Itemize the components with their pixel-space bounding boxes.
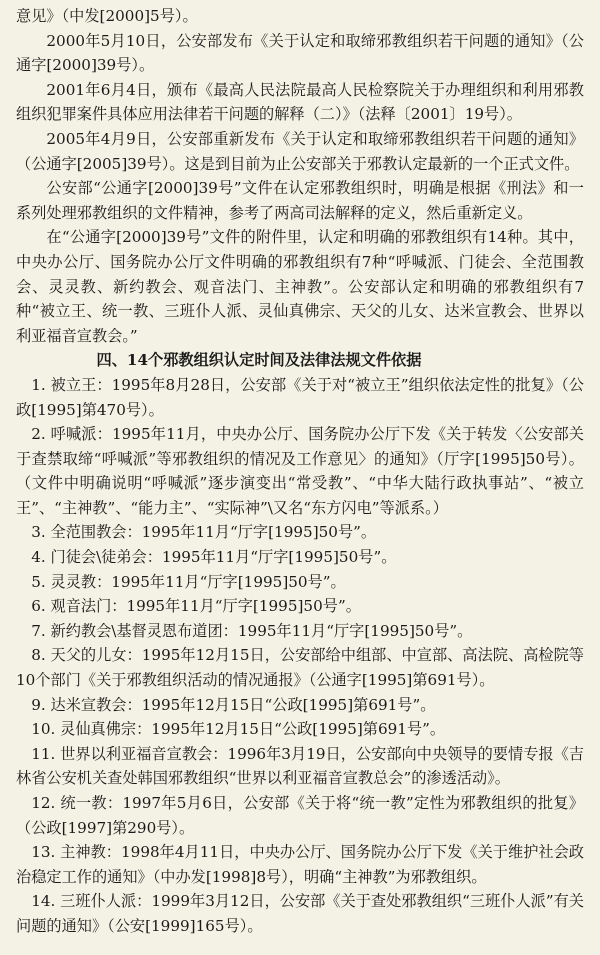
list-item: 9. 达米宣教会：1995年12月15日“公政[1995]第691号”。 [31, 695, 436, 714]
list-item: 8. 天父的儿女：1995年12月15日，公安部给中组部、中宣部、高法院、高检院等10个部门《关于邪教组织活动的情况通报》（公通字[1995]第691号）。 [16, 646, 584, 690]
paragraph: 2000年5月10日，公安部发布《关于认定和取缔邪教组织若干问题的通知》（公通字[2000]39号）。 [16, 31, 584, 75]
paragraph: 2001年6月4日，颁布《最高人民法院最高人民检察院关于办理组织和利用邪教组织犯罪案件具体应用法律若干问题的解释（二）》（法释〔2001〕19号）。 [16, 80, 584, 124]
list-item: 4. 门徒会\徒弟会：1995年11月“厅字[1995]50号”。 [31, 548, 397, 567]
list-item: 12. 统一教：1997年5月6日，公安部《关于将“统一教”定性为邪教组织的批复》（公政[1997]第290号）。 [16, 794, 584, 837]
list-item: 3. 全范围教会：1995年11月“厅字[1995]50号”。 [31, 523, 377, 542]
list-item: 7. 新约教会\基督灵恩布道团：1995年11月“厅字[1995]50号”。 [31, 621, 473, 640]
paragraph: 在“公通字[2000]39号”文件的附件里，认定和明确的邪教组织有14种。其中，中央办公厅、国务院办公厅文件明确的邪教组织有7种“呼喊派、门徒会、全范围教会、灵灵教、新约教会、观音法门、主神教”。公安部认定和明确的邪教组织有7种“被立王、统一教、三班仆人派、灵仙真佛宗、天父的儿女、达米宣教会、世界以利亚福音宣教会。” [16, 228, 584, 345]
list-item: 10. 灵仙真佛宗：1995年12月15日“公政[1995]第691号”。 [31, 720, 446, 739]
list-item: 1. 被立王：1995年8月28日，公安部《关于对“被立王”组织依法定性的批复》（公政[1995]第470号）。 [16, 375, 584, 419]
list-item: 13. 主神教：1998年4月11日，中央办公厅、国务院办公厅下发《关于维护社会政治稳定工作的通知》（中办发[1998]8号），明确“主神教”为邪教组织。 [16, 843, 584, 886]
paragraph: 公安部“公通字[2000]39号”文件在认定邪教组织时，明确是根据《刑法》和一系列处理邪教组织的文件精神，参考了两高司法解释的定义，然后重新定义。 [16, 179, 584, 222]
paragraph: 2005年4月9日，公安部重新发布《关于认定和取缔邪教组织若干问题的通知》（公通字[2005]39号）。这是到目前为止公安部关于邪教认定最新的一个正式文件。 [16, 129, 584, 173]
list-item: 5. 灵灵教：1995年11月“厅字[1995]50号”。 [31, 572, 346, 591]
list-item: 2. 呼喊派：1995年11月，中央办公厅、国务院办公厅下发《关于转发〈公安部关于查禁取缔“呼喊派”等邪教组织的情况及工作意见〉的通知》（厅字[1995]50号）。（文件中明确说明“呼喊派”逐步演变出“常受教”、“中华大陆行政执事站”、“被立王”、“主神教”、“能力主”、“实际神”\又名“东方闪电”等派系。） [16, 425, 584, 517]
list-item: 6. 观音法门：1995年11月“厅字[1995]50号”。 [31, 597, 361, 616]
section-heading: 四、14个邪教组织认定时间及法律法规文件依据 [96, 351, 422, 370]
list-item: 11. 世界以利亚福音宣教会：1996年3月19日，公安部向中央领导的要情专报《吉林省公安机关查处韩国邪教组织“世界以利亚福音宣教总会”的渗透活动》。 [16, 744, 584, 788]
paragraph: 意见》（中发[2000]5号）。 [16, 7, 198, 25]
list-item: 14. 三班仆人派：1999年3月12日，公安部《关于查处邪教组织“三班仆人派”有关问题的通知》（公安[1999]165号）。 [16, 892, 584, 935]
